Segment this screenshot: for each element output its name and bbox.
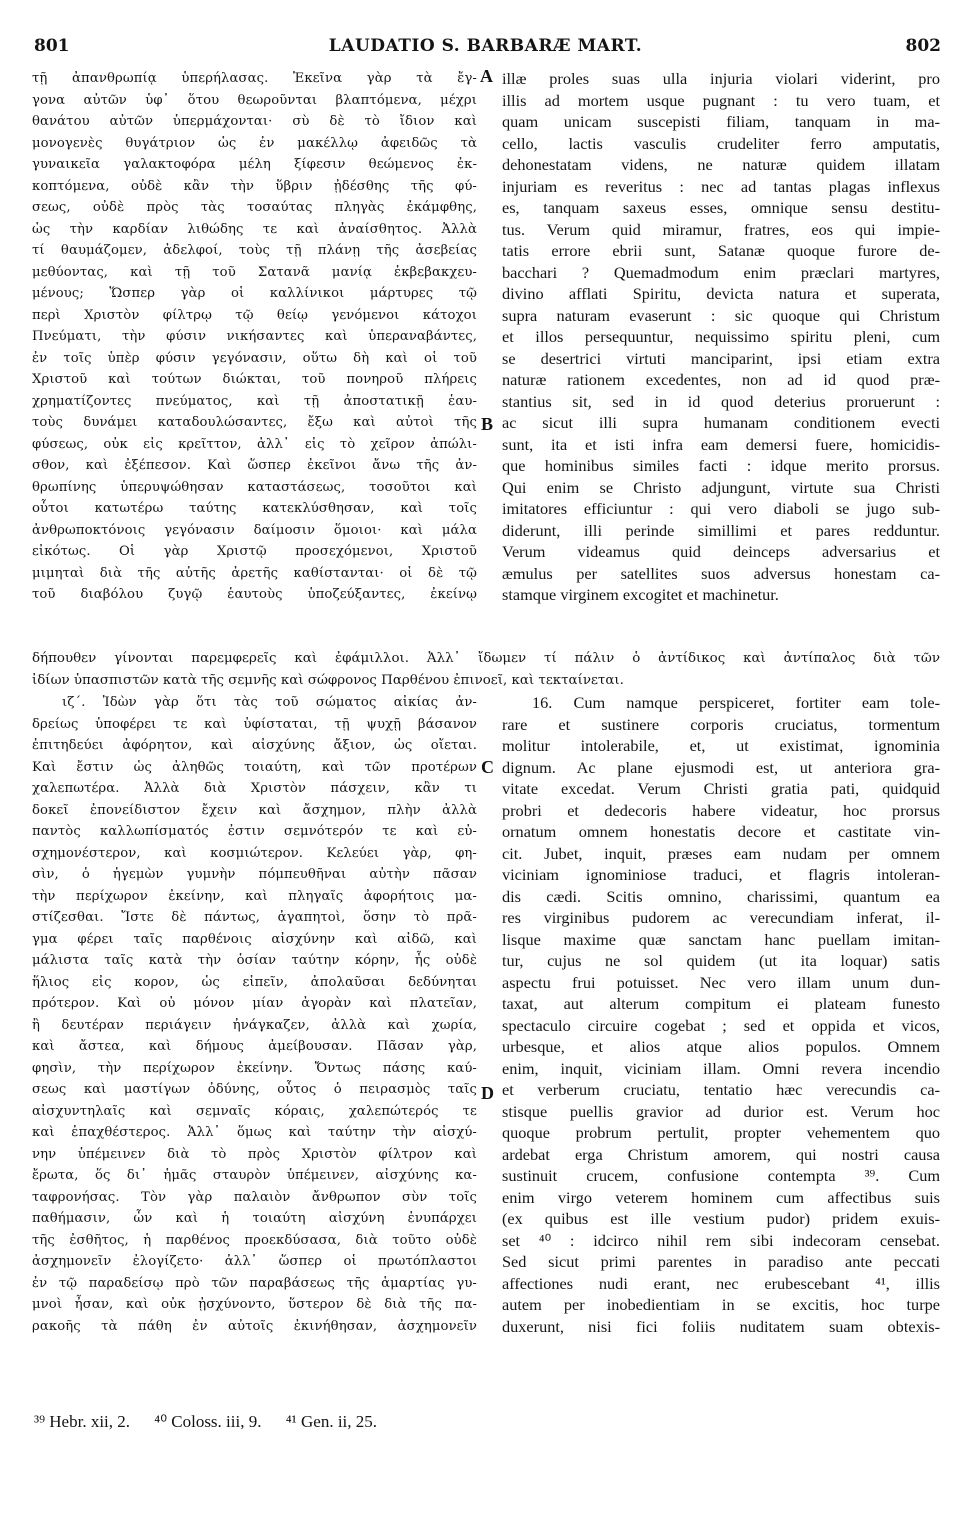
greek-text-line: τῆς ἐσθῆτος, ἡ παρθένος προεκδύσασα, διὰ τοῦτο οὐδὲ: [32, 1232, 477, 1248]
right-page-number: 802: [905, 36, 941, 56]
greek-text-line: ἐν τοῖς ὑπὲρ φύσιν γεγόνασιν, οὕτω δὴ καὶ οἱ τοῦ: [32, 350, 477, 366]
latin-column-top: [502, 68, 940, 606]
greek-text-line: τῇ ἀπανθρωπίᾳ ὑπερήλασας. Ἐκεῖνα γὰρ τὰ ἔγ-: [32, 71, 477, 86]
greek-text-line: ἥλιος εἰς κορον, ὡς εἰπεῖν, ἀπολαῦσαι δεδύνηται: [32, 974, 477, 990]
latin-text-line: imitatores efficiuntur : qui vero diaboli se jugo sub-: [502, 499, 940, 518]
latin-text-line: molitur intolerabile, et, ut existimat, ignominia: [502, 736, 940, 755]
greek-text-line: Πνεύματι, τὴν φύσιν νικήσαντες καὶ ὑπεραναβάντες,: [32, 329, 477, 344]
left-page-number: 801: [34, 36, 70, 56]
greek-text-line: ταφρονήσας. Τὸν γὰρ παλαιὸν ἄνθρωπον σὺν τοῖς: [32, 1189, 477, 1205]
section-marker-d: D: [481, 1083, 494, 1103]
greek-bridge-line: δήπουθεν γίνονται παρεμφερεῖς καὶ ἐφάμιλλοι. Ἀλλ᾽ ἴδωμεν τί πάλιν ὁ ἀντίδικος καὶ ἀντίπαλος διὰ τῶν: [32, 651, 940, 666]
footnote-40: ⁴⁰ Coloss. iii, 9.: [154, 1412, 262, 1431]
greek-text-line: ιζ΄. Ἰδὼν γὰρ ὅτι τὰς τοῦ σώματος αἰκίας ἀν-: [62, 695, 477, 710]
latin-text-line: res virginibus pudorem ac verecundiam inferat, il-: [502, 908, 940, 927]
latin-text-line: probri et dedecoris habere videatur, hoc prorsus: [502, 800, 940, 820]
greek-text-line: γυναικεῖα γαλακτοφόρα μέλη ξίφεσιν θεώμενος ἐκ-: [32, 157, 477, 172]
latin-text-line: urbesque, et alios atque alios populos. Omnem: [502, 1037, 940, 1056]
greek-text-line: σεως, οὐδὲ πρὸς τὰς τοσαύτας πληγὰς ἐκάμφθης,: [32, 200, 477, 215]
latin-text-line: divino afflati Spiritu, devicta natura et superata,: [502, 284, 940, 303]
footnote-39: ³⁹ Hebr. xii, 2.: [34, 1412, 131, 1431]
latin-text-line: diderunt, illi perinde simillimi et pares redduntur.: [502, 520, 940, 540]
latin-text-line: et verberum cruciatu, tentatio hæc verecundis ca-: [502, 1080, 940, 1099]
latin-text-line: Sed sicut primi parentes in paradiso ante peccati: [502, 1252, 940, 1271]
greek-text-line: παντὸς καλλωπίσματός ἐστιν σεμνότερόν τε καὶ εὐ-: [32, 824, 477, 839]
greek-bridge-line: ἰδίων ὑπασπιστῶν κατὰ τῆς σεμνῆς καὶ σώφρονος Παρθένου ἐπινοεῖ, καὶ τεκταίνεται.: [32, 672, 624, 688]
latin-text-line: ardebat erga Christum amorem, qui nostri causa: [502, 1144, 940, 1164]
latin-text-line: tur, cujus ne sol quidem (ut ita loquar) satis: [502, 951, 940, 970]
latin-text-line: et illos persequuntur, nequissimo spiritu pleni, cum: [502, 327, 940, 346]
latin-text-line: rare et sustinere corporis cruciatus, tormentum: [502, 714, 940, 734]
greek-text-line: μονογενὲς θυγάτριον ὡς ἐν μακέλλῳ ἀφειδῶς τὰ: [32, 135, 477, 151]
latin-text-line: injuriam es reveritus : nec ad tantas plagas inflexus: [502, 176, 940, 196]
greek-text-line: σχημονέστερον, καὶ κοσμιώτερον. Κελεύει γὰρ, φη-: [32, 845, 477, 861]
greek-text-line: καὶ ἐπαχθέστερος. Ἀλλ᾽ ὅμως καὶ ταύτην τὴν αἰσχύ-: [32, 1125, 477, 1140]
greek-text-line: αἰσχυντηλαῖς καὶ σεμναῖς κόραις, χαλεπώτερός τε: [32, 1103, 477, 1119]
latin-text-line: stantius sit, sed in id quod deterius proruerunt :: [502, 391, 940, 411]
latin-text-line: ac sicut illi supra humanam conditionem evecti: [502, 413, 940, 432]
greek-text-line: δοκεῖ ἐπονείδιστον ἔχειν καὶ ἄσχημον, πλὴν ἀλλὰ: [32, 802, 477, 818]
greek-text-line: μνοὶ ἦσαν, καὶ οὐκ ᾐσχύνοντο, ὕστερον δὲ διὰ τῆς πα-: [32, 1297, 477, 1312]
latin-text-line: supra naturam evaserunt : sic quoque qui Christum: [502, 305, 940, 325]
greek-text-line: ἔρωτα, ὅς δι᾽ ἡμᾶς σταυρὸν ὑπέμεινεν, αἰσχύνης κα-: [32, 1168, 477, 1183]
latin-text-line: autem per inobedientiam in se excitis, hoc turpe: [502, 1295, 940, 1314]
latin-text-line: illæ proles suas ulla injuria violari viderint, pro: [502, 69, 940, 88]
greek-text-line: τὴν περίχωρον ἐκείνην, καὶ πληγαῖς ἀφορήτοις μα-: [32, 888, 477, 904]
greek-text-line: νην ὑπέμεινεν διὰ τὸ πρὸς Χριστὸν φίλτρον καὶ: [32, 1146, 477, 1162]
latin-text-line: dehonestatam videns, ne naturæ quidem illatam: [502, 155, 940, 174]
latin-text-line: stamque virginem excogitet et machinetur.: [502, 585, 779, 604]
latin-text-line: 16. Cum namque perspiceret, fortiter eam tole-: [532, 693, 940, 712]
latin-text-line: aspectu frui potuisset. Nec vero illam unum dun-: [502, 972, 940, 992]
greek-text-line: θρωπίνης ὑπερυψώθησαν καταστάσεως, τοσοῦτοι καὶ: [32, 479, 477, 495]
greek-text-line: εἰκότως. Οἱ γὰρ Χριστῷ προσεχόμενοι, Χριστοῦ: [32, 544, 477, 559]
greek-text-line: ὡς τὴν καρδίαν λιθώδης τε καὶ ἀναίσθητος. Ἀλλὰ: [32, 221, 477, 237]
greek-text-line: ἀσχημονεῖν ἐλογίζετο· ἀλλ᾽ ὥσπερ οἱ πρωτόπλαστοι: [32, 1254, 477, 1269]
footnote-41: ⁴¹ Gen. ii, 25.: [285, 1412, 378, 1431]
greek-text-line: ἢ δευτέραν περιάγειν ἠνάγκαζεν, ἀλλὰ καὶ χωρία,: [32, 1017, 477, 1033]
latin-text-line: set ⁴⁰ : idcirco nihil rem sibi indecoram censebat.: [502, 1230, 940, 1250]
greek-text-line: καὶ ἄστεα, καὶ δήμους ἀμείβουσαν. Πᾶσαν γὰρ,: [32, 1039, 477, 1054]
latin-text-line: es, tanquam saxeus esses, omnique sensu destitu-: [502, 198, 940, 217]
greek-text-line: περὶ Χριστὸν φίλτρῳ τῷ θείῳ γενόμενοι κάτοχοι: [32, 307, 477, 323]
latin-text-line: spectaculo circuire cogebat ; sed et oppida et vicos,: [502, 1015, 940, 1035]
greek-text-line: γονα αὐτῶν ὑφ᾽ ὅτου θεωροῦνται βλαπτόμενα, μέχρι: [32, 92, 477, 108]
latin-text-line: sunt, ita et isti infra eam demersi fuere, homicidis-: [502, 434, 940, 454]
latin-text-line: dis cædi. Scitis omnino, charissimi, quantum ea: [502, 886, 940, 906]
latin-text-line: vitate excedat. Verum Christi gratia pati, quidquid: [502, 779, 940, 798]
latin-text-line: affectiones nudi erant, nec erubescebant ⁴¹, illis: [502, 1273, 940, 1293]
section-marker-c: C: [481, 757, 494, 777]
latin-text-line: tatis errore ebrii sunt, Satanæ quoque furore de-: [502, 241, 940, 260]
greek-text-line: πρότερον. Καὶ οὐ μόνον μίαν ἀγορὰν καὶ πλατεῖαν,: [32, 996, 477, 1011]
latin-text-line: sustinuit crucem, confusione contempta ³⁹. Cum: [502, 1166, 940, 1185]
greek-text-line: γμα φέρει ταῖς παρθένοις αἰσχύνην καὶ αἰδῶ, καὶ: [32, 931, 477, 947]
greek-text-line: τοὺς δυνάμει καταδουλώσαντες, ἔξω καὶ αὐτοὶ τῆς: [32, 415, 477, 430]
greek-text-line: ρακοῆς τὰ πάθη ἐν αὐτοῖς ἐκινήθησαν, ἀσχημονεῖν: [32, 1318, 477, 1334]
section-marker-b: B: [481, 414, 494, 434]
latin-text-line: que hominibus similes facti : idque merito prorsus.: [502, 456, 940, 475]
latin-text-line: Qui enim se Christo adjungunt, virtute sua Christi: [502, 477, 940, 497]
greek-text-line: σεως καὶ μαστίγων ὀδύνης, οὗτος ὁ πειρασμὸς ταῖς: [32, 1082, 477, 1097]
greek-text-line: φησὶν, τὴν περίχωρον ἐκείνην. Ὄντως πάσης καύ-: [32, 1060, 477, 1076]
greek-text-line: φύσεως, οὐκ εἰς κρεῖττον, ἀλλ᾽ εἰς τὸ χεῖρον ἀπώλι-: [32, 436, 477, 452]
greek-text-line: τοῦ διαβόλου ζυγῷ ἑαυτοὺς ὑποζεύξαντες, ἐκείνῳ: [32, 587, 477, 602]
greek-text-line: χαλεπωτέρα. Ἀλλὰ διὰ Χριστὸν πάσχειν, κἂν τι: [32, 781, 477, 796]
latin-text-line: stisque puellis gravior ad durior est. Verum hoc: [502, 1101, 940, 1121]
latin-text-line: cit. Jubet, inquit, præses eam nudam per omnem: [502, 843, 940, 863]
latin-text-line: ornatum omnem honestatis decore et castitate vin-: [502, 822, 940, 841]
greek-text-line: μιμηταὶ διὰ τῆς αὐτῆς ἀρετῆς καθίστανται· οἱ δὲ τῷ: [32, 565, 477, 581]
latin-text-line: æmulus per satellites suos adversus honestam ca-: [502, 563, 940, 583]
running-title: LAUDATIO S. BARBARÆ MART.: [328, 36, 643, 56]
greek-text-line: θανάτου αὐτῶν ὑπερμάχονται· σὺ δὲ τὸ ἴδιον καὶ: [32, 114, 477, 129]
latin-text-line: enim, inquit, viciniam illam. Omni revera incendio: [502, 1058, 940, 1078]
latin-text-line: dignum. Ac plane ejusmodi est, ut anteriora gra-: [502, 757, 940, 777]
greek-text-line: δρείως ὑποφέρει τε καὶ ὑφίσταται, τῇ ψυχῇ βάσανον: [32, 716, 477, 732]
latin-text-line: illis ad mortem usque pugnant : tu vero tuam, et: [502, 90, 940, 110]
greek-text-line: τί θαυμάζομεν, ἀδελφοί, τοὺς τῇ πλάνῃ τῆς ἀσεβείας: [32, 243, 477, 258]
latin-text-line: lisque maxime quæ sanctam hanc puellam imitan-: [502, 929, 940, 949]
greek-text-line: ἀνθρωποκτόνοις γεγόνασιν δαίμοσιν ὅμοιοι· καὶ μάλα: [32, 522, 477, 538]
latin-text-line: (ex quibus est ille vestium pudor) pridem exuis-: [502, 1209, 940, 1228]
greek-text-line: σὶν, ὁ ἡγεμὼν γυμνὴν πόμπευθῆναι αὐτὴν πᾶσαν: [32, 867, 477, 882]
greek-text-line: Καὶ ἔστιν ὡς ἀληθῶς τοιαύτη, καὶ τῶν προτέρων: [32, 759, 477, 775]
latin-text-line: taxat, aut alterum compitum ei plateam funesto: [502, 994, 940, 1013]
latin-column-bottom: [502, 692, 940, 1337]
greek-column-bottom: [32, 692, 477, 1337]
page-header: [30, 36, 941, 64]
greek-text-line: οὗτοι κατωτέρω ταύτης κατεκλύσθησαν, καὶ τοῖς: [32, 501, 477, 516]
greek-text-line: μεθύοντας, καὶ τῇ τοῦ Σατανᾶ μανίᾳ ἐκβεβακχευ-: [32, 264, 477, 280]
latin-text-line: se desertrici virtuti manciparint, ipsi etiam extra: [502, 348, 940, 368]
greek-text-line: παθήμασιν, ὧν καὶ ἡ τοιαύτη αἰσχύνη ἐνυπάρχει: [32, 1211, 477, 1226]
greek-text-line: χρηματίζοντες πνεύματος, καὶ τῇ ἀποστατικῇ ἑαυ-: [32, 393, 477, 409]
greek-text-line: μένους; Ὥσπερ γὰρ οἱ καλλίνικοι μάρτυρες τῷ: [32, 286, 477, 301]
section-marker-a: A: [480, 66, 493, 86]
latin-text-line: enim virgo veterem hominem cum affectibus suis: [502, 1187, 940, 1207]
greek-text-line: σθον, καὶ ἐξέπεσον. Καὶ ὥσπερ ἐκεῖνοι ἄνω τῆς ἀν-: [32, 458, 477, 473]
greek-column-top: [32, 68, 477, 606]
latin-text-line: tus. Verum quid miramur, fratres, eos qui impie-: [502, 219, 940, 239]
latin-text-line: quam unicam suscepisti filiam, tanquam in ma-: [502, 112, 940, 131]
greek-text-line: ἐν τῷ παραδείσῳ πρὸ τῶν παραβάσεως τῆς ἁμαρτίας γυ-: [32, 1275, 477, 1291]
latin-text-line: bacchari ? Quemadmodum enim præclari martyres,: [502, 262, 940, 282]
greek-text-line: Χριστοῦ καὶ τούτων διώκται, τοῦ πονηροῦ πλήρεις: [32, 372, 477, 387]
latin-text-line: viciniam ignominiose traduci, et flagris intoleran-: [502, 865, 940, 884]
latin-text-line: Verum videamus quid deinceps adversarius et: [502, 542, 940, 561]
greek-text-line: κοπτόμενα, οὐδὲ κἂν τὴν ὕβριν ᾐδέσθης τῆς φύ-: [32, 178, 477, 194]
latin-text-line: naturæ rationem excedentes, non ad id quod præ-: [502, 370, 940, 389]
greek-text-line: στίζεσθαι. Ἴστε δὲ πάντως, ἀγαπητοὶ, ὅσην τὸ πρᾶ-: [32, 910, 477, 925]
latin-text-line: quoque probrum pertulit, propter vehementem quo: [502, 1123, 940, 1142]
latin-text-line: duxerunt, nisi fici foliis nuditatem suam obtexis-: [502, 1316, 940, 1336]
footnotes: [34, 1412, 397, 1432]
greek-text-line: ἐπιτηδεύει ἀφόρητον, καὶ αἰσχύνης ἄξιον, ὡς οἴεται.: [32, 738, 477, 753]
latin-text-line: cello, lactis vasculis crudeliter ferro amputatis,: [502, 133, 940, 153]
greek-text-line: μάλιστα ταῖς κατὰ τὴν ὁσίαν ταύτην κόρην, ἧς οὐδὲ: [32, 953, 477, 968]
